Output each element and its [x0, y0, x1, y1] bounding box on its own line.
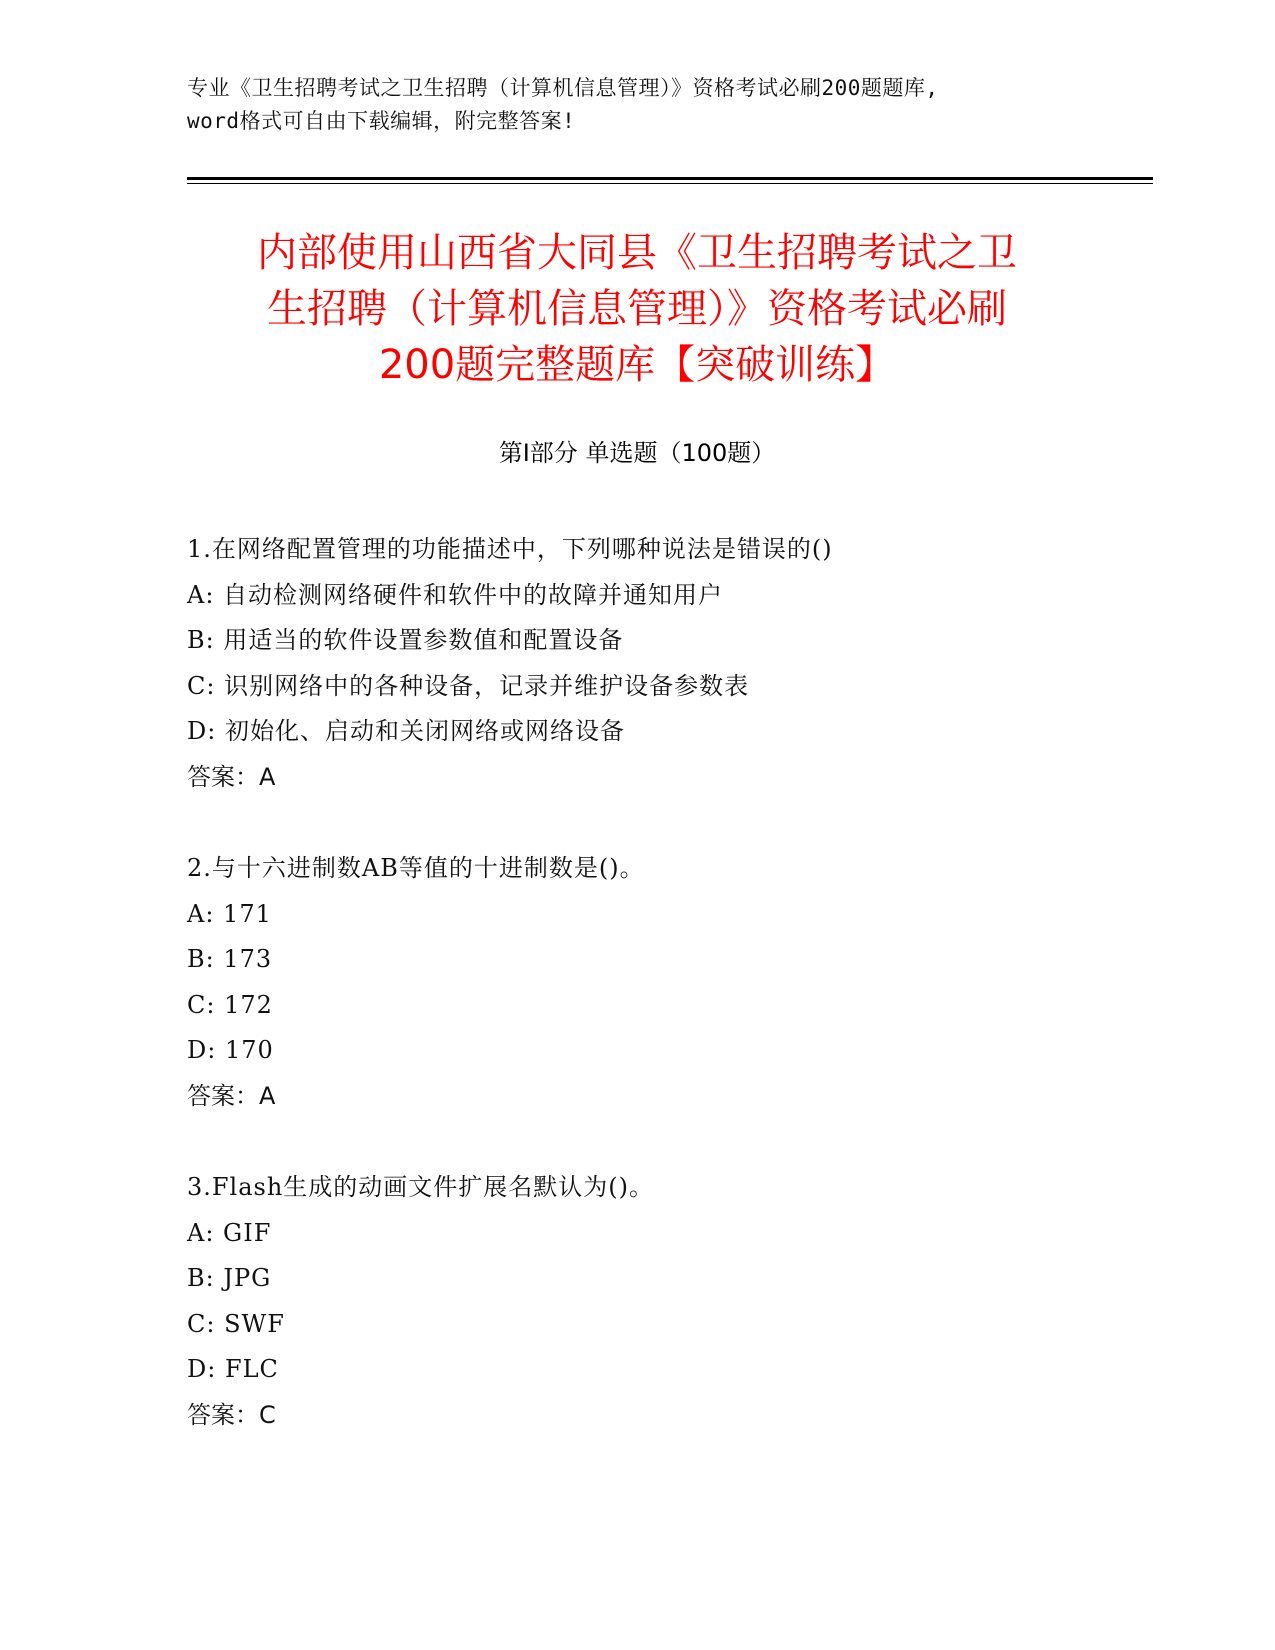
document-title-line-1: 内部使用山西省大同县《卫生招聘考试之卫 — [257, 230, 1017, 276]
header-divider-thin — [187, 183, 1153, 184]
option-d: D: 初始化、启动和关闭网络或网络设备 — [187, 717, 625, 745]
question-stem: 3.Flash生成的动画文件扩展名默认为()。 — [187, 1173, 655, 1201]
option-a: A: GIF — [187, 1218, 272, 1247]
question-stem: 2.与十六进制数AB等值的十进制数是()。 — [187, 854, 645, 882]
header-note-line-2: word格式可自由下载编辑，附完整答案! — [187, 109, 576, 133]
option-c: C: 172 — [187, 990, 273, 1019]
document-title-line-2: 生招聘（计算机信息管理）》资格考试必刷 — [267, 286, 1007, 332]
option-b: B: 173 — [187, 945, 273, 973]
header-note — [187, 72, 1087, 138]
answer-line: 答案：A — [187, 762, 276, 791]
option-c: C: SWF — [187, 1309, 285, 1338]
option-c: C: 识别网络中的各种设备，记录并维护设备参数表 — [187, 671, 750, 700]
option-b: B: JPG — [187, 1264, 272, 1292]
section-heading: 第I部分 单选题（100题） — [498, 439, 776, 467]
question-block — [187, 1165, 1087, 1438]
header-note-line-1: 专业《卫生招聘考试之卫生招聘（计算机信息管理）》资格考试必刷200题题库, — [187, 76, 939, 100]
option-b: B: 用适当的软件设置参数值和配置设备 — [187, 626, 624, 654]
question-stem: 1.在网络配置管理的功能描述中，下列哪种说法是错误的() — [187, 535, 833, 563]
header-divider-thick — [187, 177, 1153, 180]
option-a: A: 171 — [187, 899, 272, 928]
document-title-line-3: 200题完整题库【突破训练】 — [378, 342, 896, 388]
document-title — [187, 225, 1087, 393]
answer-line: 答案：C — [187, 1400, 276, 1429]
option-a: A: 自动检测网络硬件和软件中的故障并通知用户 — [187, 580, 724, 609]
question-block — [187, 527, 1087, 800]
answer-line: 答案：A — [187, 1081, 276, 1110]
option-d: D: 170 — [187, 1036, 274, 1064]
option-d: D: FLC — [187, 1355, 279, 1383]
question-block — [187, 846, 1087, 1119]
